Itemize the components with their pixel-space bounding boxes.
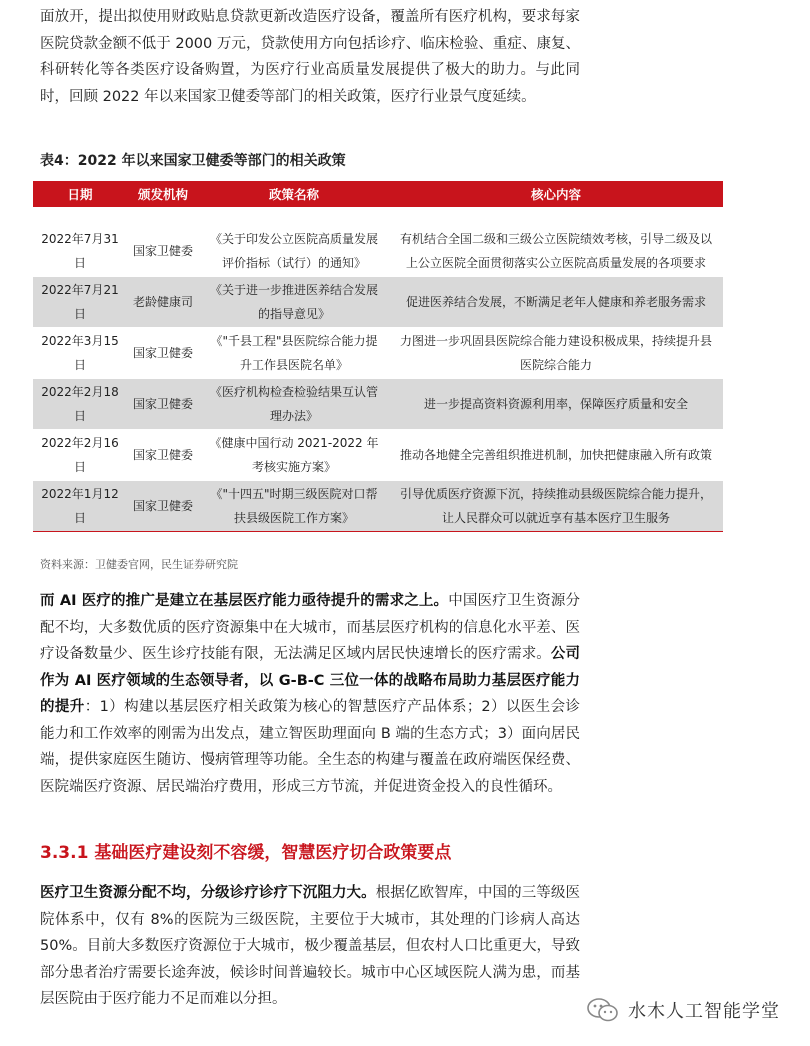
bold-lead: 公司作为 AI 医疗领域的生态领导者，以 G-B-C 三位一体的战略布局助力基层医疗能力的提升 (40, 646, 581, 715)
cell-policy: 《医疗机构检查检验结果互认管理办法》 (199, 379, 389, 430)
bold-lead: 医疗卫生资源分配不均，分级诊疗诊疗下沉阻力大。 (40, 885, 376, 901)
section-heading: 3.3.1 基础医疗建设刻不容缓，智慧医疗切合政策要点 (40, 843, 452, 863)
cell-content: 促进医养结合发展，不断满足老年人健康和养老服务需求 (389, 277, 723, 328)
table-title: 表4：2022 年以来国家卫健委等部门的相关政策 (40, 153, 346, 169)
cell-content: 进一步提高资料资源利用率，保障医疗质量和安全 (389, 379, 723, 430)
watermark (586, 996, 780, 1024)
table-spacer (33, 207, 723, 226)
cell-date: 2022年7月31日 (33, 226, 127, 277)
watermark-text: 水木人工智能学堂 (628, 1001, 780, 1022)
cell-agency: 国家卫健委 (127, 226, 199, 277)
cell-agency: 国家卫健委 (127, 328, 199, 379)
cell-policy: 《关于进一步推进医养结合发展的指导意见》 (199, 277, 389, 328)
cell-content: 力图进一步巩固县医院综合能力建设积极成果，持续提升县医院综合能力 (389, 328, 723, 379)
header-agency: 颁发机构 (127, 181, 199, 207)
paragraph-text: 中国医疗卫生资源分配不均，大多数优质的医疗资源集中在大城市，而基层医疗机构的信息化水平差、医疗设备数量少、医生诊疗技能有限，无法满足区域内居民快速增长的医疗需求。 (40, 593, 581, 662)
cell-policy: 《"十四五"时期三级医院对口帮扶县级医院工作方案》 (199, 481, 389, 532)
table-row (33, 481, 723, 532)
cell-policy: 《健康中国行动 2021-2022 年考核实施方案》 (199, 430, 389, 481)
policy-table (33, 181, 723, 532)
cell-content: 有机结合全国二级和三级公立医院绩效考核，引导二级及以上公立医院全面贯彻落实公立医院高质量发展的各项要求 (389, 226, 723, 277)
cell-policy: 《"千县工程"县医院综合能力提升工作县医院名单》 (199, 328, 389, 379)
table-header-row (33, 181, 723, 207)
header-content: 核心内容 (389, 181, 723, 207)
bold-lead: 而 AI 医疗的推广是建立在基层医疗能力亟待提升的需求之上。 (40, 593, 449, 609)
header-date: 日期 (33, 181, 127, 207)
cell-date: 2022年2月18日 (33, 379, 127, 430)
cell-date: 2022年3月15日 (33, 328, 127, 379)
intro-paragraph: 面放开，提出拟使用财政贴息贷款更新改造医疗设备，覆盖所有医疗机构，要求每家医院贷款金额不低于 2000 万元，贷款使用方向包括诊疗、临床检验、重症、康复、科研转化等各类医疗设备购置，为医疗行业高质量发展提供了极大的助力。与此同时，回顾 2022 年以来国家卫健委等部门的相关政策，医疗行业景气度延续。 (40, 9, 580, 105)
cell-agency: 老龄健康司 (127, 277, 199, 328)
cell-agency: 国家卫健委 (127, 481, 199, 532)
cell-date: 2022年7月21日 (33, 277, 127, 328)
cell-agency: 国家卫健委 (127, 430, 199, 481)
header-policy: 政策名称 (199, 181, 389, 207)
cell-date: 2022年2月16日 (33, 430, 127, 481)
wechat-icon (586, 996, 620, 1024)
table-row (33, 226, 723, 277)
paragraph-text: 根据亿欧智库，中国的三等级医院体系中，仅有 8%的医院为三级医院，主要位于大城市，其处理的门诊病人高达 50%。目前大多数医疗资源位于大城市，极少覆盖基层，但农村人口比重更大，导致部分患者治疗需要长途奔波，候诊时间普遍较长。城市中心区域医院人满为患，而基层医院由于医疗能力不足而难以分担。 (40, 885, 580, 1007)
table-row (33, 379, 723, 430)
body-paragraph (40, 880, 580, 1013)
table-source: 资料来源：卫健委官网，民生证券研究院 (40, 558, 238, 571)
cell-date: 2022年1月12日 (33, 481, 127, 532)
paragraph-text: ：1）构建以基层医疗相关政策为核心的智慧医疗产品体系；2）以医生会诊能力和工作效率的刚需为出发点，建立智医助理面向 B 端的生态方式；3）面向居民端，提供家庭医生随访、慢病管理等功能。全生态的构建与覆盖在政府端医保经费、医院端医疗资源、居民端治疗费用，形成三方节流，并促进资金投入的良性循环。 (40, 699, 581, 795)
table-row (33, 277, 723, 328)
cell-content: 推动各地健全完善组织推进机制，加快把健康融入所有政策 (389, 430, 723, 481)
cell-content: 引导优质医疗资源下沉，持续推动县级医院综合能力提升，让人民群众可以就近享有基本医疗卫生服务 (389, 481, 723, 532)
cell-policy: 《关于印发公立医院高质量发展评价指标（试行）的通知》 (199, 226, 389, 277)
table-row (33, 430, 723, 481)
cell-agency: 国家卫健委 (127, 379, 199, 430)
table-row (33, 328, 723, 379)
body-paragraph (40, 588, 580, 800)
